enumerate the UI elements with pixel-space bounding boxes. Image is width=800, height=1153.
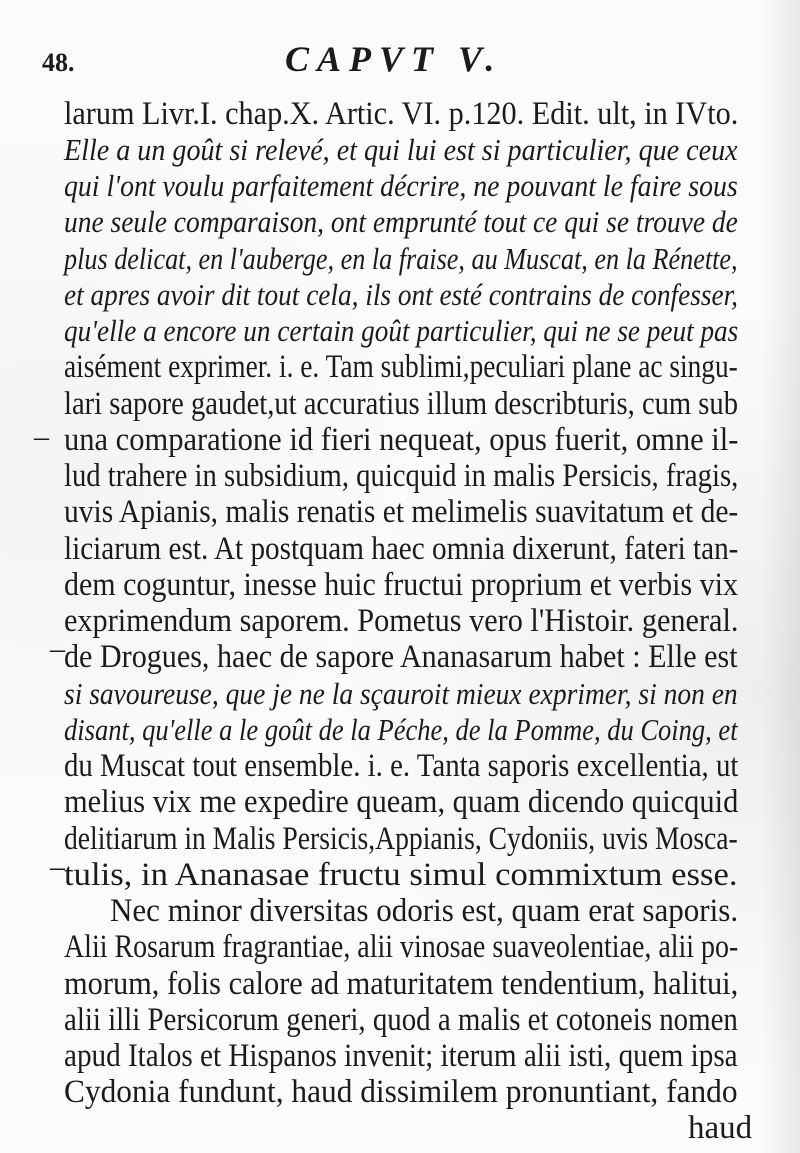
text-line: plus delicat, en l'auberge, en la fraise, au Muscat, en la Rénette, [64,241,738,276]
text-line: morum, folis calore ad maturitatem tendentium, halitui, [64,966,739,1002]
text-line: lud trahere in subsidium, quicquid in malis Persicis, fragis, [64,458,739,494]
text-line: Nec minor diversitas odoris est, quam erat saporis. [110,893,739,929]
text-line: alii illi Persicorum generi, quod a malis et cotoneis nomen [64,1002,738,1038]
text-line: qui l'ont voulu parfaitement décrire, ne pouvant le faire sous [64,168,738,203]
text-line: et apres avoir dit tout cela, ils ont esté contrains de confesser, [64,277,738,312]
text-line: Alii Rosarum fragrantiae, alii vinosae suaveolentiae, alii po- [64,929,739,965]
text-line: una comparatione id fieri nequeat, opus fuerit, omne il- [64,422,739,458]
margin-mark: – [50,632,65,665]
text-line: apud Italos et Hispanos invenit; iterum alii isti, quem ipsa [64,1038,738,1074]
text-line: delitiarum in Malis Persicis,Appianis, Cydoniis, uvis Mosca- [64,821,738,857]
text-line: Cydonia fundunt, haud dissimilem pronuntiant, fando [64,1074,738,1110]
running-head [0,22,800,78]
text-line: dem coguntur, inesse huic fructui proprium et verbis vix [64,567,738,603]
text-line: qu'elle a encore un certain goût particulier, qui ne se peut pas [64,313,739,348]
text-line: du Muscat tout ensemble. i. e. Tanta saporis excellentia, ut [64,748,739,784]
text-line: aisément exprimer. i. e. Tam sublimi,peculiari plane ac singu- [64,349,738,385]
page-number: 48. [42,48,75,77]
chapter-title: CAPVT V. [285,39,503,79]
text-line: liciarum est. At postquam haec omnia dixerunt, fateri tan- [64,531,739,567]
text-line: Elle a un goût si relevé, et qui lui est si particulier, que ceux [64,132,738,167]
text-line: uvis Apianis, malis renatis et melimelis suavitatum et de- [64,494,739,530]
text-line: larum Livr.I. chap.X. Artic. VI. p.120. Edit. ult, in IVto. [64,96,739,132]
margin-mark: – [50,850,65,883]
text-line: de Drogues, haec de sapore Ananasarum habet : Elle est [64,639,738,675]
text-line: disant, qu'elle a le goût de la Péche, de la Pomme, du Coing, et [64,712,738,747]
text-line: tulis, in Ananasae fructu simul commixtum esse. [64,857,738,893]
text-line: si savoureuse, que je ne la sçauroit mieux exprimer, si non en [64,676,738,711]
gutter-shadow [760,0,800,1153]
margin-mark: – [34,420,49,453]
text-line: melius vix me expedire queam, quam dicendo quicquid [64,784,739,820]
text-line: exprimendum saporem. Pometus vero l'Histoir. general. [64,603,739,639]
text-line: lari sapore gaudet,ut accuratius illum describturis, cum sub [64,386,739,422]
text-line: une seule comparaison, ont emprunté tout ce qui se trouve de [64,204,738,239]
catchword: haud [688,1110,753,1146]
